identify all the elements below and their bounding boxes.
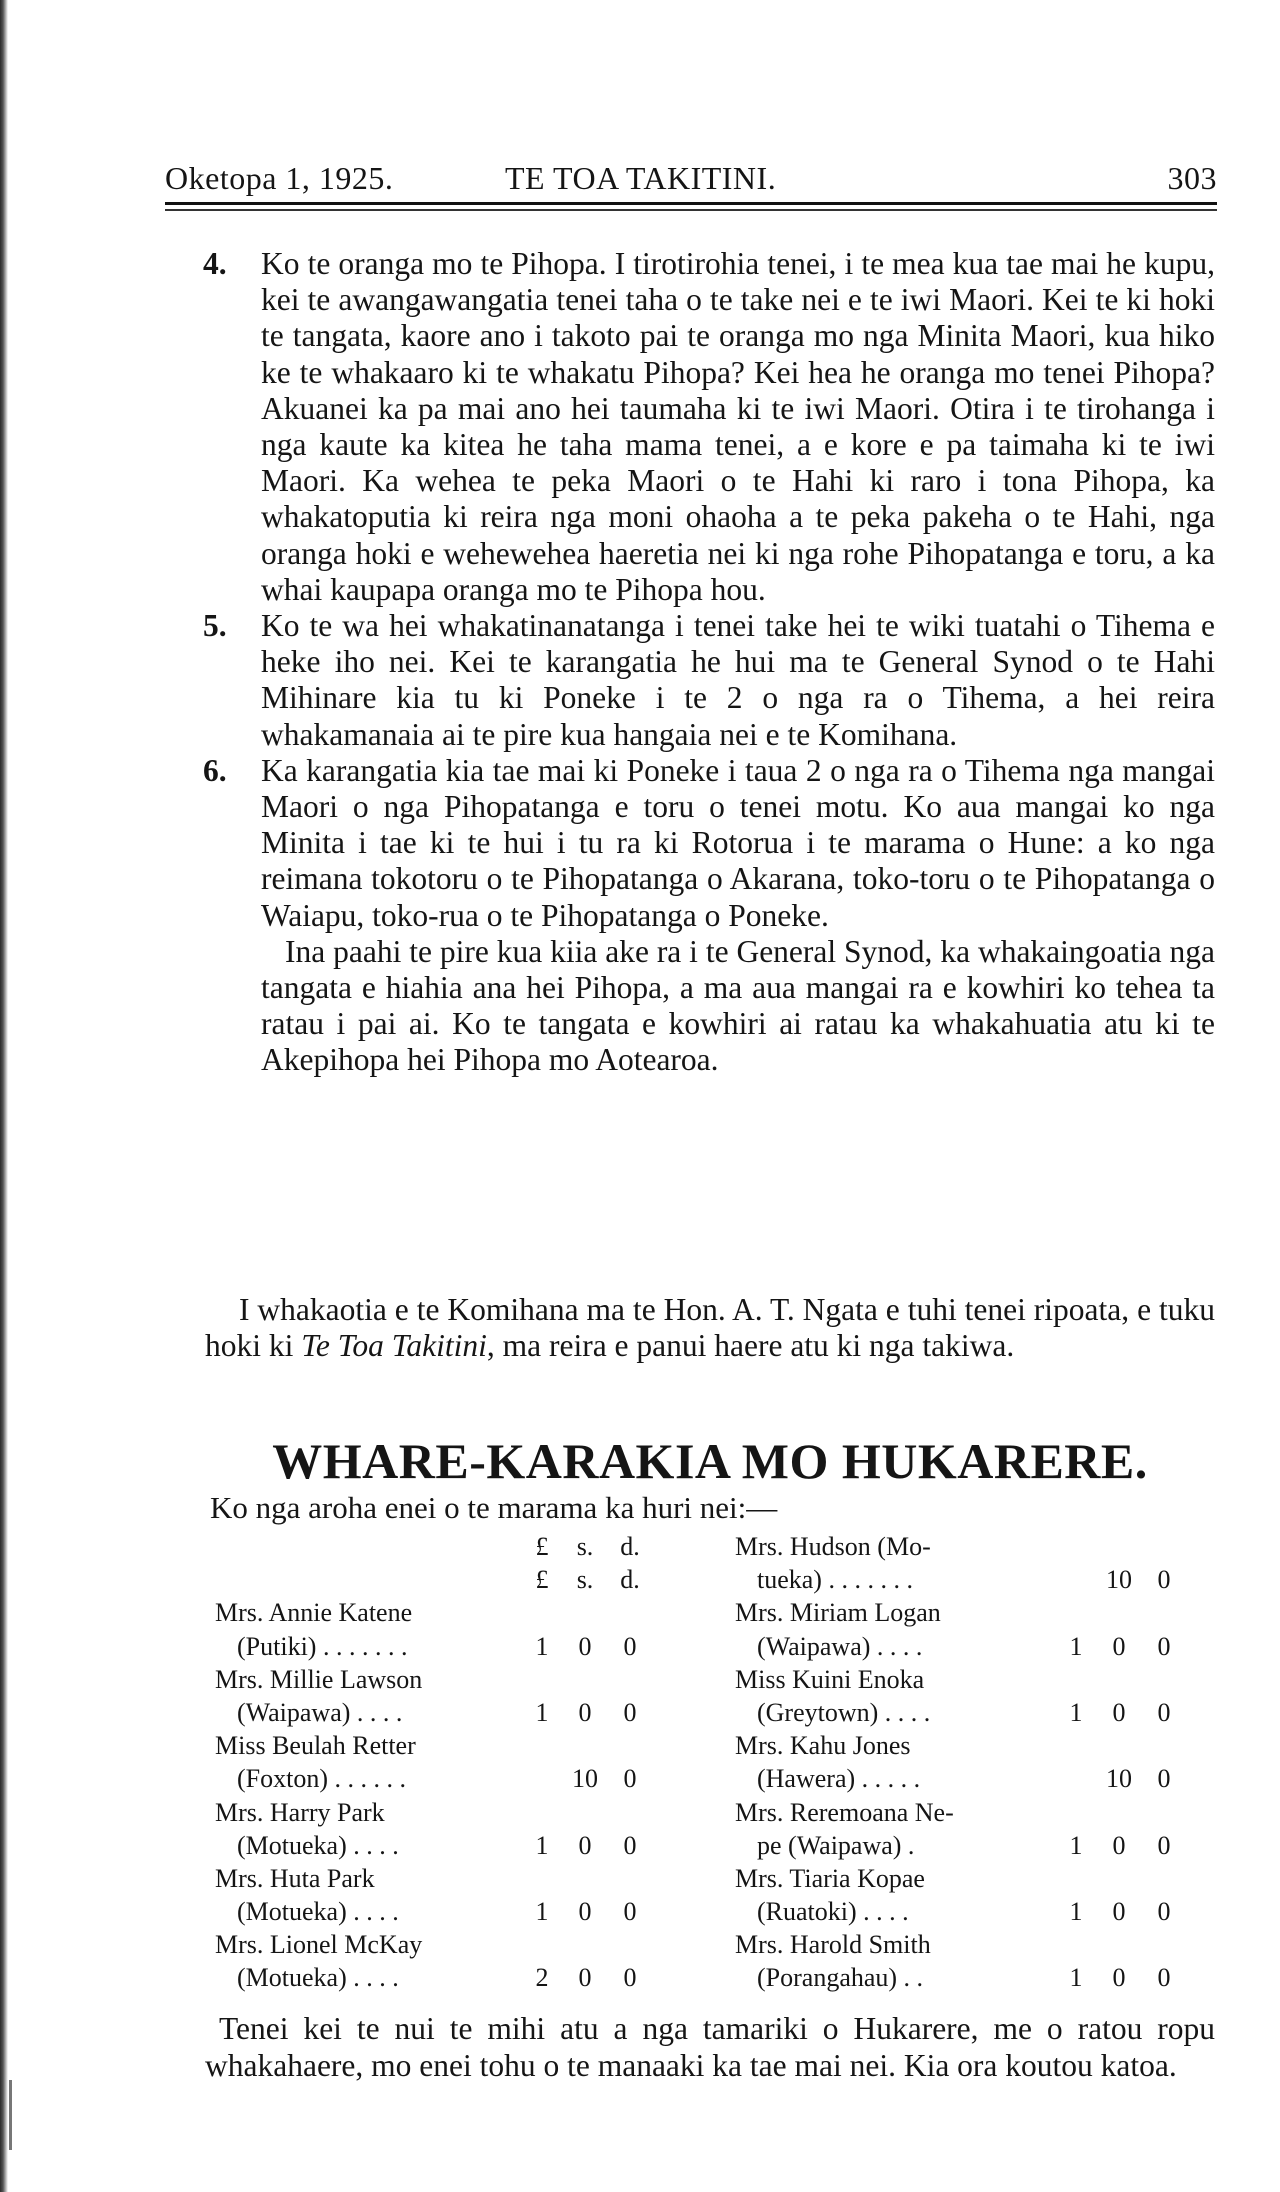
publication-title: Te Toa Takitini <box>301 1328 487 1364</box>
pence-value: 0 <box>623 1897 637 1927</box>
item-paragraph: Ko te oranga mo te Pihopa. I tirotirohia tenei, i te mea kua tae mai he kupu, kei te awangawangatia tenei taha o te take nei e te iwi Maori. Kei te ki hoki te tangata, kaore ano i takoto pai te oranga mo nga Minita Maori, kua hiko ke te whakaaro ki te whakatu Pihopa? Kei hea he oranga mo tenei Pihopa? Akuanei ka pa mai ano hei taumaha ki te iwi Maori. Otira i te tirohanga i nga kaute ka kitea he taha mama tenei, a e kore e pa taimaha ki te iwi Maori. Ka wehea te peka Maori o te Hahi ki raro i tona Pihopa, ka whakatoputia ki reira nga moni ohaoha a te peka pakeha o te Hahi, nga oranga hoki e wehewehea haeretia nei ki nga rohe Pihopatanga e toru, a ka whai kaupapa oranga mo te Pihopa hou. <box>261 246 1215 607</box>
donor-name-row <box>735 1530 1215 1563</box>
pounds-value: 1 <box>535 1631 549 1661</box>
header-date: Oketopa 1, 1925. <box>165 160 394 196</box>
donor-place: (Motueka) . . . . <box>237 1830 399 1860</box>
shillings-value: 0 <box>578 1963 592 1993</box>
item-5 <box>205 608 1215 753</box>
pounds-value: 1 <box>535 1830 549 1860</box>
pounds-value: 1 <box>1069 1963 1083 1993</box>
donation-amount-row <box>215 1696 685 1729</box>
donor-name: Mrs. Reremoana Ne- <box>735 1797 954 1827</box>
donation-amount-row <box>735 1895 1215 1928</box>
pence-value: 0 <box>1157 1830 1171 1860</box>
donor-name: Mrs. Millie Lawson <box>215 1664 423 1694</box>
pounds-header: £ <box>535 1565 549 1595</box>
pounds-value: 1 <box>1069 1830 1083 1860</box>
donation-amount-row <box>735 1630 1215 1663</box>
donation-amount-row <box>735 1829 1215 1862</box>
shillings-value: 0 <box>578 1897 592 1927</box>
donation-amount-row <box>215 1762 685 1795</box>
closing-paragraph <box>205 1292 1215 1364</box>
item-paragraph: Ina paahi te pire kua kiia ake ra i te General Synod, ka whakaingoatia nga tangata e hiahia ana hei Pihopa, a ma aua mangai ra e kowhiri ko tehea ta ratau i pai ai. Ko te tangata e kowhiri ai ratau ka whakahuatia atu ki te Akepihopa hei Pihopa mo Aotearoa. <box>261 933 1215 1078</box>
currency-header-row <box>215 1530 685 1563</box>
donor-name-row <box>215 1663 685 1696</box>
donations-right-column <box>735 1530 1215 1995</box>
pence-header: d. <box>620 1565 640 1595</box>
donor-name: Miss Kuini Enoka <box>735 1664 925 1694</box>
item-paragraph: Ko te wa hei whakatinanatanga i tenei take hei te wiki tuatahi o Tihema e heke iho nei. Kei te karangatia he hui ma te General Synod o te Hahi Mihinare kia tu ki Poneke i te 2 o nga ra o Tihema, a hei reira whakamanaia ai te pire kua hangaia nei e te Komihana. <box>261 608 1215 752</box>
donor-place: (Foxton) . . . . . . <box>237 1764 406 1794</box>
donation-amount-row <box>735 1563 1215 1596</box>
running-header <box>165 160 1217 200</box>
pence-value: 0 <box>1157 1897 1171 1927</box>
donation-amount-row <box>215 1630 685 1663</box>
donor-name: Mrs. Lionel McKay <box>215 1930 423 1960</box>
currency-header-row <box>215 1563 685 1596</box>
pounds-value: 2 <box>535 1963 549 1993</box>
numbered-items <box>205 246 1215 1079</box>
shillings-value: 10 <box>572 1764 598 1794</box>
shillings-value: 10 <box>1106 1565 1132 1595</box>
item-paragraph: Ka karangatia kia tae mai ki Poneke i taua 2 o nga ra o Tihema nga mangai Maori o nga Pihopatanga e toru o tenei motu. Ko aua mangai ko nga Minita i tae ki te hui i tu ra ki Rotorua i te marama o Hune: a ko nga reimana tokotoru o te Pihopatanga o Akarana, toko-toru o te Pihopatanga o Waiapu, toko-rua o te Pihopatanga o Poneke. <box>261 752 1215 933</box>
header-title: TE TOA TAKITINI. <box>505 160 777 196</box>
item-6 <box>205 753 1215 1079</box>
pence-header: d. <box>620 1532 640 1561</box>
pence-value: 0 <box>623 1830 637 1860</box>
donor-place: (Hawera) . . . . . <box>757 1764 921 1794</box>
donor-place: (Putiki) . . . . . . . <box>237 1631 408 1661</box>
pence-value: 0 <box>1157 1565 1171 1595</box>
donor-place: (Porangahau) . . <box>757 1963 924 1993</box>
shillings-value: 0 <box>1112 1897 1126 1927</box>
donations-left-column <box>215 1530 685 1995</box>
header-rule-thin <box>165 209 1217 211</box>
pence-value: 0 <box>1157 1764 1171 1794</box>
pounds-value: 1 <box>1069 1697 1083 1727</box>
pence-value: 0 <box>1157 1631 1171 1661</box>
pence-value: 0 <box>623 1963 637 1993</box>
pence-value: 0 <box>1157 1697 1171 1727</box>
shillings-value: 10 <box>1106 1764 1132 1794</box>
header-rule <box>165 202 1217 205</box>
donor-name: Miss Beulah Retter <box>215 1731 416 1761</box>
pence-value: 0 <box>623 1697 637 1727</box>
donor-name-row <box>735 1729 1215 1762</box>
donor-place: (Waipawa) . . . . <box>757 1631 923 1661</box>
shillings-header: s. <box>576 1532 594 1561</box>
donor-name: Mrs. Miriam Logan <box>735 1598 941 1628</box>
donor-name-row <box>215 1596 685 1629</box>
donor-name: Mrs. Harry Park <box>215 1797 385 1827</box>
section-heading: WHARE-KARAKIA MO HUKARERE. <box>272 1433 1148 1489</box>
pence-value: 0 <box>623 1631 637 1661</box>
donor-place: (Ruatoki) . . . . <box>757 1897 909 1927</box>
donor-name-row <box>215 1796 685 1829</box>
donation-amount-row <box>215 1829 685 1862</box>
donor-place: tueka) . . . . . . . <box>757 1565 913 1595</box>
thanks-paragraph: Tenei kei te nui te mihi atu a nga tamariki o Hukarere, me o ratou ropu whakahaere, mo enei tohu o te manaaki ka tae mai nei. Kia ora koutou katoa. <box>205 2011 1215 2083</box>
donation-amount-row <box>215 1961 685 1994</box>
shillings-value: 0 <box>1112 1697 1126 1727</box>
donation-amount-row <box>215 1895 685 1928</box>
shillings-value: 0 <box>1112 1963 1126 1993</box>
donor-name: Mrs. Harold Smith <box>735 1930 931 1960</box>
donor-name-row <box>735 1596 1215 1629</box>
pounds-value: 1 <box>1069 1897 1083 1927</box>
section-intro: Ko nga aroha enei o te marama ka huri nei:— <box>210 1490 778 1525</box>
donor-name: Mrs. Kahu Jones <box>735 1731 911 1761</box>
pounds-value: 1 <box>535 1697 549 1727</box>
page-number: 303 <box>1167 160 1217 196</box>
donor-place: (Waipawa) . . . . <box>237 1697 403 1727</box>
edge-mark <box>9 2080 12 2150</box>
donor-name: Mrs. Tiaria Kopae <box>735 1863 925 1893</box>
pounds-header: £ <box>535 1532 549 1561</box>
pence-value: 0 <box>1157 1963 1171 1993</box>
donation-amount-row <box>735 1961 1215 1994</box>
item-4 <box>205 246 1215 608</box>
item-number: 4. <box>203 246 227 281</box>
donor-name: Mrs. Annie Katene <box>215 1598 413 1628</box>
donor-place: (Motueka) . . . . <box>237 1897 399 1927</box>
scan-edge <box>0 0 8 2192</box>
donor-place: (Greytown) . . . . <box>757 1697 931 1727</box>
pounds-value: 1 <box>1069 1631 1083 1661</box>
closing-text-before: I whakaotia e te Komihana ma te Hon. A. T. Ngata e tuhi tenei ripoata, e tuku hoki ki <box>205 1292 1215 1364</box>
shillings-value: 0 <box>1112 1631 1126 1661</box>
donation-amount-row <box>735 1696 1215 1729</box>
donor-name-row <box>215 1729 685 1762</box>
donor-name-row <box>735 1796 1215 1829</box>
donor-name-row <box>735 1663 1215 1696</box>
donor-place: pe (Waipawa) . <box>757 1830 915 1860</box>
donor-name-row <box>215 1928 685 1961</box>
shillings-value: 0 <box>578 1830 592 1860</box>
donor-name-row <box>735 1862 1215 1895</box>
donation-amount-row <box>735 1762 1215 1795</box>
closing-text-after: , ma reira e panui haere atu ki nga takiwa. <box>486 1328 1015 1364</box>
pence-value: 0 <box>623 1764 637 1794</box>
donor-place: (Motueka) . . . . <box>237 1963 399 1993</box>
donor-name-row <box>215 1862 685 1895</box>
shillings-value: 0 <box>578 1631 592 1661</box>
item-number: 5. <box>203 608 227 644</box>
shillings-header: s. <box>576 1565 594 1595</box>
item-number: 6. <box>203 752 227 788</box>
donor-name: Mrs. Huta Park <box>215 1863 375 1893</box>
donor-name-row <box>735 1928 1215 1961</box>
shillings-value: 0 <box>578 1697 592 1727</box>
shillings-value: 0 <box>1112 1830 1126 1860</box>
donor-name: Mrs. Hudson (Mo- <box>735 1532 931 1561</box>
pounds-value: 1 <box>535 1897 549 1927</box>
